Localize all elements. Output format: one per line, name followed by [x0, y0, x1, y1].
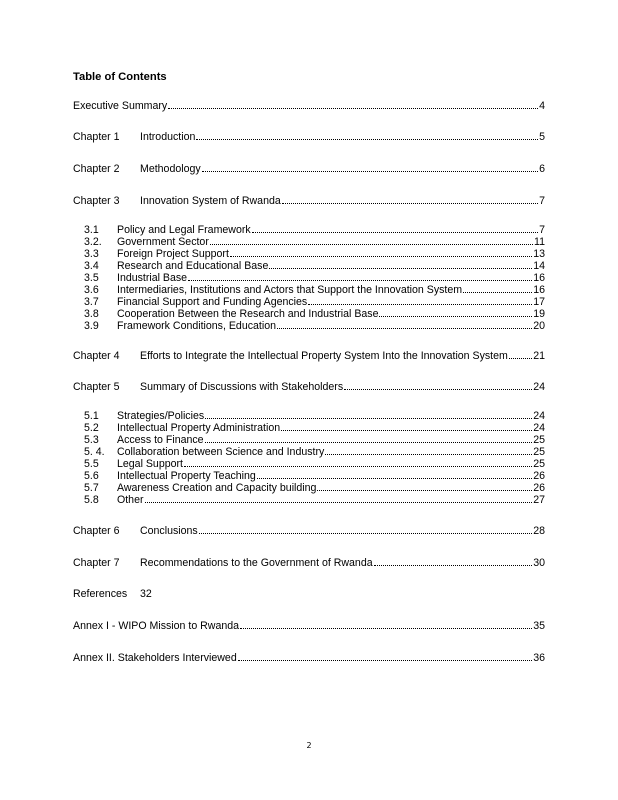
toc-entry-title: Awareness Creation and Capacity building	[117, 482, 317, 494]
toc-entry-number: Chapter 2	[73, 163, 120, 175]
toc-entry-page: 4	[539, 100, 545, 112]
toc-leader-dots	[509, 349, 532, 359]
toc-entry-title: Efforts to Integrate the Intellectual Property System Into the Innovation System	[140, 350, 508, 362]
toc-entry-title: Policy and Legal Framework	[117, 224, 251, 236]
toc-entry-page: 28	[533, 525, 545, 537]
toc-entry-number: Chapter 1	[73, 131, 120, 143]
toc-leader-dots	[205, 433, 533, 443]
toc-entry-executive-summary[interactable]	[73, 99, 545, 113]
toc-entry-page: 19	[533, 308, 545, 320]
toc-entry-number: 3.3	[84, 248, 99, 260]
toc-entry-title: Summary of Discussions with Stakeholders	[140, 381, 344, 393]
toc-leader-dots	[199, 524, 532, 534]
toc-entry-page: 6	[539, 163, 545, 175]
toc-entry-page: 16	[533, 284, 545, 296]
toc-entry-number: 5.2	[84, 422, 99, 434]
toc-entry-page: 17	[533, 296, 545, 308]
toc-entry-title: Intellectual Property Teaching	[117, 470, 256, 482]
toc-leader-dots	[277, 319, 532, 329]
toc-entry-annex-2[interactable]	[73, 651, 545, 665]
toc-entry-page: 25	[533, 446, 545, 458]
toc-entry-number: 5. 4.	[84, 446, 105, 458]
toc-entry-number: 3.1	[84, 224, 99, 236]
toc-entry-title: Framework Conditions, Education	[117, 320, 276, 332]
toc-leader-dots	[281, 421, 532, 431]
toc-entry-title: Cooperation Between the Research and Industrial Base	[117, 308, 379, 320]
toc-entry-chapter-5[interactable]	[73, 380, 545, 394]
toc-entry-title: Research and Educational Base	[117, 260, 269, 272]
toc-entry-number: 5.7	[84, 482, 99, 494]
toc-entry-number: 3.5	[84, 272, 99, 284]
toc-entry-chapter-1[interactable]	[73, 130, 545, 144]
toc-leader-dots	[252, 223, 538, 233]
toc-leader-dots	[463, 283, 532, 293]
toc-entry-title: Recommendations to the Government of Rwanda	[140, 557, 373, 569]
toc-entry-number: 5.1	[84, 410, 99, 422]
toc-entry-page: 16	[533, 272, 545, 284]
toc-leader-dots	[230, 247, 532, 257]
toc-entry-page: 5	[539, 131, 545, 143]
toc-leader-dots	[282, 194, 538, 204]
toc-entry-page: 21	[533, 350, 545, 362]
toc-entry-title: Intellectual Property Administration	[117, 422, 281, 434]
toc-entry-title: Introduction	[140, 131, 196, 143]
toc-leader-dots	[196, 130, 538, 140]
toc-leader-dots	[168, 99, 538, 109]
toc-entry-title: Other	[117, 494, 144, 506]
toc-entry-section-3-9[interactable]	[84, 319, 545, 333]
toc-entry-title: Government Sector	[117, 236, 209, 248]
toc-entry-page: 13	[533, 248, 545, 260]
toc-entry-page: 25	[533, 434, 545, 446]
toc-entry-title: Conclusions	[140, 525, 198, 537]
toc-entry-page: 26	[533, 470, 545, 482]
toc-entry-chapter-7[interactable]	[73, 556, 545, 570]
toc-entry-number: Chapter 4	[73, 350, 120, 362]
toc-leader-dots	[325, 445, 532, 455]
toc-entry-title: Collaboration between Science and Industry	[117, 446, 325, 458]
toc-entry-chapter-2[interactable]	[73, 162, 545, 176]
toc-entry-title: References	[73, 588, 128, 600]
page-number: 2	[306, 741, 312, 750]
toc-entry-page: 11	[534, 236, 545, 248]
toc-entry-title: Financial Support and Funding Agencies	[117, 296, 308, 308]
toc-entry-page: 14	[533, 260, 545, 272]
toc-entry-title: Methodology	[140, 163, 201, 175]
toc-leader-dots	[317, 481, 532, 491]
toc-entry-page: 7	[539, 195, 545, 207]
toc-entry-page: 35	[533, 620, 545, 632]
toc-entry-page: 20	[533, 320, 545, 332]
toc-leader-dots	[240, 619, 532, 629]
toc-entry-chapter-6[interactable]	[73, 524, 545, 538]
toc-entry-page: 25	[533, 458, 545, 470]
toc-entry-title: Strategies/Policies	[117, 410, 205, 422]
toc-leader-dots	[184, 457, 532, 467]
toc-entry-page: 32	[140, 588, 152, 600]
toc-leader-dots	[210, 235, 533, 245]
toc-entry-chapter-4[interactable]	[73, 349, 545, 363]
toc-entry-number: 3.8	[84, 308, 99, 320]
toc-entry-number: 5.8	[84, 494, 99, 506]
toc-entry-page: 7	[539, 224, 545, 236]
toc-entry-title: Executive Summary	[73, 100, 168, 112]
toc-leader-dots	[308, 295, 532, 305]
toc-entry-title: Access to Finance	[117, 434, 204, 446]
toc-leader-dots	[202, 162, 538, 172]
toc-entry-number: Chapter 3	[73, 195, 120, 207]
toc-entry-number: 5.5	[84, 458, 99, 470]
toc-entry-page: 36	[533, 652, 545, 664]
toc-entry-section-5-8[interactable]	[84, 493, 545, 507]
toc-entry-title: Legal Support	[117, 458, 183, 470]
toc-entry-page: 30	[533, 557, 545, 569]
toc-entry-number: 5.6	[84, 470, 99, 482]
toc-entry-number: Chapter 6	[73, 525, 120, 537]
toc-entry-title: Foreign Project Support	[117, 248, 229, 260]
toc-leader-dots	[205, 409, 532, 419]
toc-entry-title: Innovation System of Rwanda	[140, 195, 281, 207]
toc-entry-number: 5.3	[84, 434, 99, 446]
toc-entry-page: 24	[533, 381, 545, 393]
toc-heading: Table of Contents	[73, 71, 167, 83]
toc-entry-title: Annex II. Stakeholders Interviewed	[73, 652, 237, 664]
toc-leader-dots	[374, 556, 533, 566]
toc-entry-page: 24	[533, 422, 545, 434]
toc-entry-annex-1[interactable]	[73, 619, 545, 633]
toc-entry-number: 3.6	[84, 284, 99, 296]
toc-leader-dots	[145, 493, 533, 503]
toc-entry-page: 24	[533, 410, 545, 422]
toc-entry-page: 26	[533, 482, 545, 494]
toc-leader-dots	[269, 259, 532, 269]
toc-leader-dots	[344, 380, 532, 390]
toc-entry-number: 3.2.	[84, 236, 102, 248]
toc-entry-number: Chapter 7	[73, 557, 120, 569]
toc-leader-dots	[379, 307, 532, 317]
toc-entry-page: 27	[533, 494, 545, 506]
toc-entry-number: 3.7	[84, 296, 99, 308]
toc-leader-dots	[238, 651, 532, 661]
toc-entry-chapter-3[interactable]	[73, 194, 545, 208]
toc-leader-dots	[257, 469, 532, 479]
toc-leader-dots	[188, 271, 532, 281]
toc-entry-title: Industrial Base	[117, 272, 188, 284]
toc-entry-title: Intermediaries, Institutions and Actors that Support the Innovation System	[117, 284, 463, 296]
toc-entry-title: Annex I - WIPO Mission to Rwanda	[73, 620, 240, 632]
toc-entry-number: 3.4	[84, 260, 99, 272]
toc-entry-number: 3.9	[84, 320, 99, 332]
toc-entry-number: Chapter 5	[73, 381, 120, 393]
toc-entry-references[interactable]	[73, 587, 545, 601]
